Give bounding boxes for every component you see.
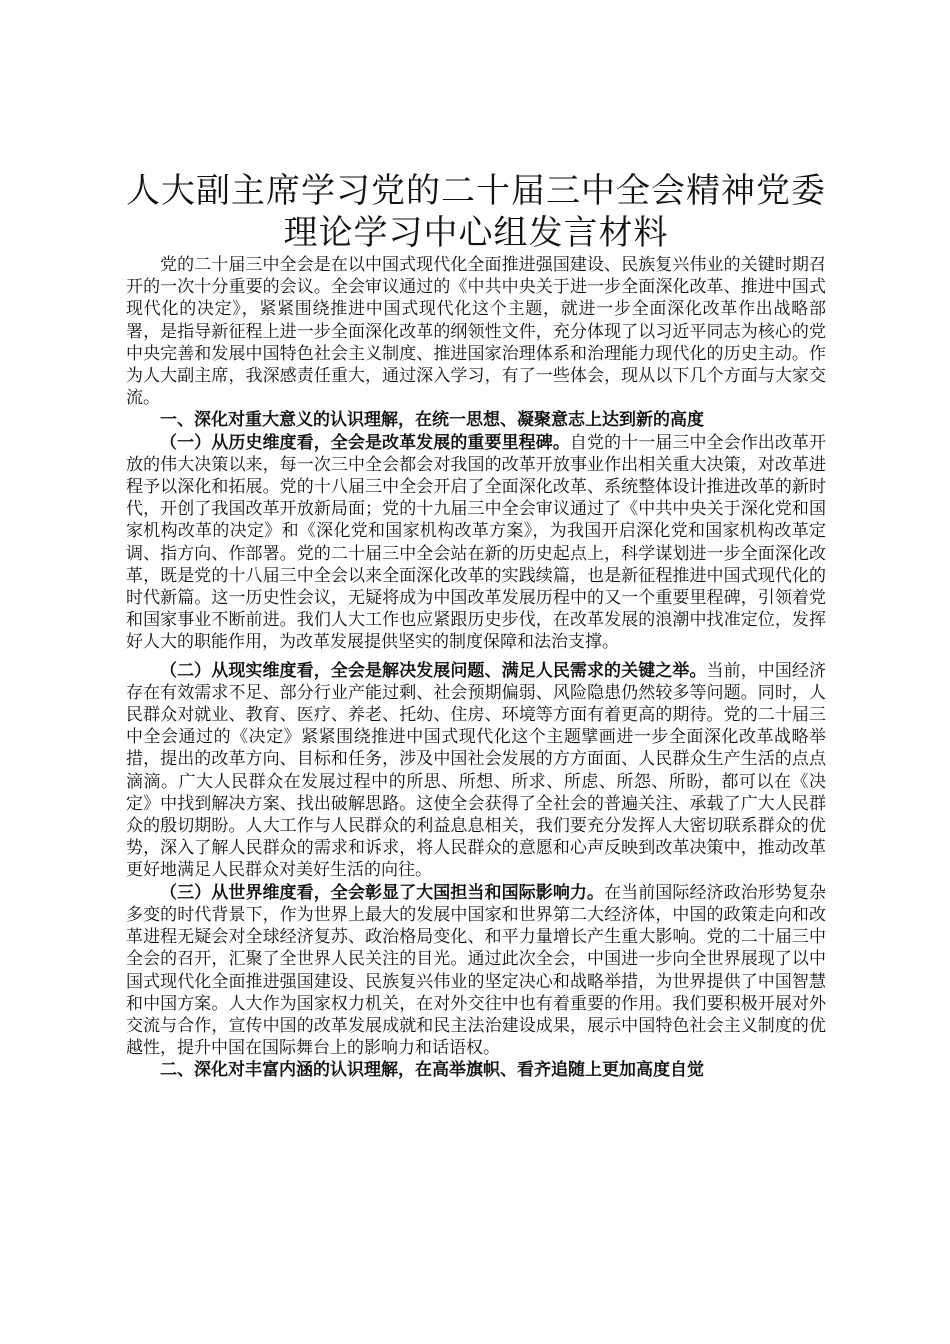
paragraph-1 [126,432,826,654]
title-line-2: 理论学习中心组发言材料 [283,213,669,253]
title-line-1: 人大副主席学习党的二十届三中全会精神党委 [126,171,826,211]
paragraph-3-body: 在当前国际经济政治形势复杂多变的时代背景下，作为世界上最大的发展中国家和世界第二大经济体，中国的政策走向和改革进程无疑会对全球经济复苏、政治格局变化、和平力量增长产生重大影响。党的二十届三中全会的召开，汇聚了全世界人民关注的目光。通过此次全会，中国进一步向全世界展现了以中国式现代化全面推进强国建设、民族复兴伟业的坚定决心和战略举措，为世界提供了中国智慧和中国方案。人大作为国家权力机关，在对外交往中也有着重要的作用。我们要积极开展对外交流与合作，宣传中国的改革发展成就和民主法治建设成果，展示中国特色社会主义制度的优越性，提升中国在国际舞台上的影响力和话语权。 [126,882,827,1059]
paragraph-3 [126,882,826,1060]
paragraph-1-body: 自党的十一届三中全会作出改革开放的伟大决策以来，每一次三中全会都会对我国的改革开放事业作出相关重大决策，对改革进程予以深化和拓展。党的十八届三中全会开启了全面深化改革、系统整体设计推进改革的新时代，开创了我国改革开放新局面；党的十九届三中全会审议通过了《中共中央关于深化党和国家机构改革的决定》和《深化党和国家机构改革方案》，为我国开启深化党和国家机构改革定调、指方向、作部署。党的二十届三中全会站在新的历史起点上，科学谋划进一步全面深化改革，既是党的十八届三中全会以来全面深化改革的实践续篇，也是新征程推进中国式现代化的时代新篇。这一历史性会议，无疑将成为中国改革发展历程中的又一个重要里程碑，引领着党和国家事业不断前进。我们人大工作也应紧跟历史步伐，在改革发展的浪潮中找准定位，发挥好人大的职能作用，为改革发展提供坚实的制度保障和法治支撑。 [126,432,827,653]
paragraph-2 [126,660,826,882]
document-page [126,170,826,1082]
section-2-heading: 二、深化对丰富内涵的认识理解，在高举旗帜、看齐追随上更加高度自觉 [160,1060,704,1081]
paragraph-2-body: 当前，中国经济存在有效需求不足、部分行业产能过剩、社会预期偏弱、风险隐患仍然较多等问题。同时，人民群众对就业、教育、医疗、养老、托幼、住房、环境等方面有着更高的期待。党的二十届三中全会通过的《决定》紧紧围绕推进中国式现代化这个主题擘画进一步全面深化改革战略举措，提出的改革方向、目标和任务，涉及中国社会发展的方方面面、人民群众生产生活的点点滴滴。广大人民群众在发展过程中的所思、所想、所求、所虑、所怨、所盼，都可以在《决定》中找到解决方案、找出破解思路。这使全会获得了全社会的普遍关注、承载了广大人民群众的殷切期盼。人大工作与人民群众的利益息息相关，我们要充分发挥人大密切联系群众的优势，深入了解人民群众的需求和诉求，将人民群众的意愿和心声反映到改革决策中，推动改革更好地满足人民群众对美好生活的向往。 [126,660,827,881]
paragraph-2-lead: （二）从现实维度看，全会是解决发展问题、满足人民需求的关键之举。 [160,660,707,681]
intro-paragraph: 党的二十届三中全会是在以中国式现代化全面推进强国建设、民族复兴伟业的关键时期召开的一次十分重要的会议。全会审议通过的《中共中央关于进一步全面深化改革、推进中国式现代化的决定》，紧紧围绕推进中国式现代化这个主题，就进一步全面深化改革作出战略部署，是指导新征程上进一步全面深化改革的纲领性文件，充分体现了以习近平同志为核心的党中央完善和发展中国特色社会主义制度、推进国家治理体系和治理能力现代化的历史主动。作为人大副主席，我深感责任重大，通过深入学习，有了一些体会，现从以下几个方面与大家交流。 [126,255,826,409]
paragraph-1-lead: （一）从历史维度看，全会是改革发展的重要里程碑。 [160,432,570,453]
document-title [126,170,826,254]
section-1-heading: 一、深化对重大意义的认识理解，在统一思想、凝聚意志上达到新的高度 [160,410,704,431]
paragraph-3-lead: （三）从世界维度看，全会彰显了大国担当和国际影响力。 [160,882,605,903]
